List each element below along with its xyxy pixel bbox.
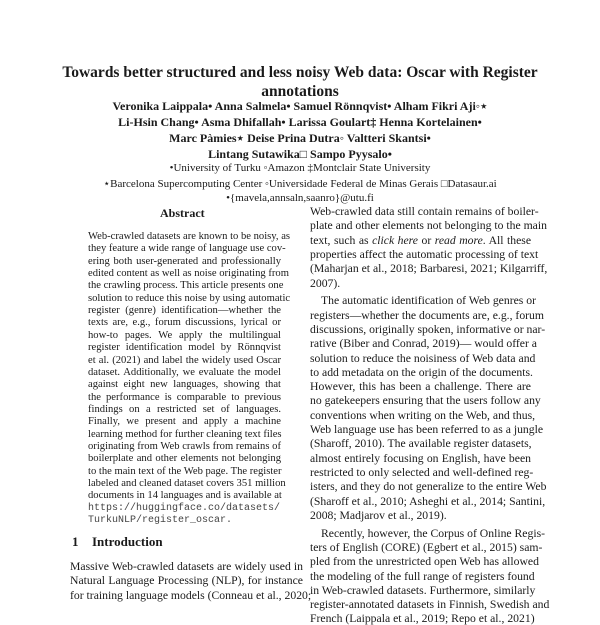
body-line: isters, and they do not generalize to the entire Web (310, 480, 547, 494)
body-line: almost entirely focusing on English, have been (310, 451, 531, 465)
body-line: conventions when writing on the Web, and thus, (310, 408, 536, 422)
body-line: Web-crawled data still contain remains of boiler- (310, 205, 539, 218)
body-line: no gatekeepers ensuring that the users follow any (310, 394, 541, 408)
abstract-line: labeled and cleaned dataset covers 351 million (88, 478, 286, 489)
abstract-line: the crawling process. This article presents one (88, 280, 284, 292)
introduction-line: Massive Web-crawled datasets are widely used in (70, 560, 303, 573)
body-line: restricted to only selected and well-defined reg- (310, 465, 534, 479)
affiliation-line: •University of Turku ◦Amazon ‡Montclair State University (169, 162, 431, 174)
body-line: (Sharoff et al., 2010; Asheghi et al., 2014; Santini, (310, 494, 546, 508)
body-line: pled from the unrestricted open Web has allowed (310, 555, 539, 569)
paper-title-line: annotations (261, 83, 339, 100)
affiliation-line: •{mavela,annsaln,saanro}@utu.fi (226, 192, 374, 204)
abstract-line: learning method for further cleaning text files (88, 428, 282, 440)
body-line: solution to reduce the noisiness of Web data and (310, 351, 536, 365)
author-line: Veronika Laippala• Anna Salmela• Samuel Rönnqvist• Alham Fikri Aji◦⋆ (112, 99, 488, 113)
introduction-line: for training language models (Conneau et al., 2020; (70, 588, 312, 602)
body-line: discussions, originally spoken, informative or nar- (310, 322, 546, 336)
author-line: Marc Pàmies⋆ Deise Prina Dutra◦ Valtteri Skantsi• (169, 131, 431, 145)
abstract-line: they feature a wide range of language use cov- (88, 243, 286, 255)
body-line: However, this has been a challenge. There are (310, 380, 531, 394)
abstract-line: boilerplate and other elements not belonging (88, 453, 281, 465)
author-line: Lintang Sutawika□ Sampo Pyysalo• (208, 147, 392, 161)
body-line: registers—whether the documents are, e.g., forum (310, 308, 544, 322)
body-line: French (Laippala et al., 2019; Repo et al., 2021) (310, 612, 535, 625)
body-line: the modeling of the full range of registers found (310, 569, 535, 583)
author-line: Li-Hsin Chang• Asma Dhifallah• Larissa Goulart‡ Henna Kortelainen• (118, 115, 482, 129)
body-line: (Sharoff, 2010). The available register datasets, (310, 437, 532, 451)
body-line: in Web-crawled datasets. Furthermore, similarly (310, 583, 536, 597)
section-heading-introduction: Introduction (92, 534, 163, 549)
body-line: plate and other elements not belonging to the main (310, 219, 547, 233)
abstract-line: et al. (2021) and label the widely used Oscar (88, 354, 281, 366)
introduction-line: Natural Language Processing (NLP), for instance (70, 574, 303, 588)
abstract-line: documents in 14 languages and is available at (88, 490, 282, 502)
body-line: Web language use has been referred to as a jungle (310, 423, 544, 436)
affiliation-line: ⋆Barcelona Supercomputing Center ◦Universidade Federal de Minas Gerais □Datasaur.ai (103, 178, 497, 190)
body-line: Recently, however, the Corpus of Online Regis- (321, 526, 546, 540)
section-number: 1 (72, 534, 79, 549)
body-line: rative (Biber and Conrad, 2019)— would offer a (310, 337, 537, 351)
abstract-line: Web-crawled datasets are known to be noisy, as (88, 231, 291, 242)
paper-title-line: Towards better structured and less noisy Web data: Oscar with Register (62, 64, 538, 81)
abstract-line: how-to pages. We apply the multilingual (88, 329, 281, 341)
abstract-line: findings on a restricted set of languages. (88, 403, 281, 415)
abstract-line: the performance is comparable to previous (88, 391, 281, 403)
abstract-line: to the main text of the Web page. The register (88, 465, 282, 477)
body-line: 2007). (310, 276, 341, 290)
abstract-line: originating from Web crawls from remains of (88, 440, 281, 452)
abstract-line: register (genre) identification—whether the (88, 305, 281, 317)
abstract-line: edited content as well as noise originating from (88, 268, 289, 280)
dataset-link[interactable]: https://huggingface.co/datasets/ (88, 502, 281, 514)
body-line: ters of English (CORE) (Egbert et al., 2015) sam- (310, 540, 543, 554)
body-line: text, such as click here or read more. All these (310, 233, 532, 247)
body-line: (Maharjan et al., 2018; Barbaresi, 2021; Kilgarriff, (310, 262, 548, 276)
abstract-line: Finally, we present and apply a machine (88, 416, 281, 428)
body-line: register-annotated datasets in Finnish, Swedish and (310, 598, 550, 612)
abstract-line: against eight new languages, showing that (88, 379, 281, 391)
dataset-link[interactable]: TurkuNLP/register_oscar. (88, 515, 233, 527)
abstract-line: texts are, e.g., forum discussions, lyrical or (88, 317, 281, 329)
body-line: The automatic identification of Web genres or (321, 294, 536, 308)
body-line: to add metadata on the origin of the documents. (310, 365, 533, 379)
abstract-line: register identification model by Rönnqvist (88, 342, 281, 354)
body-line: properties affect the automatic processing of text (310, 247, 539, 261)
abstract-line: solution to reduce this noise by using automatic (88, 292, 291, 304)
body-line: 2008; Madjarov et al., 2019). (310, 508, 447, 522)
abstract-heading: Abstract (160, 206, 205, 220)
abstract-line: ering both user-generated and professionally (88, 255, 281, 267)
abstract-line: dataset. Additionally, we evaluate the model (88, 366, 281, 378)
